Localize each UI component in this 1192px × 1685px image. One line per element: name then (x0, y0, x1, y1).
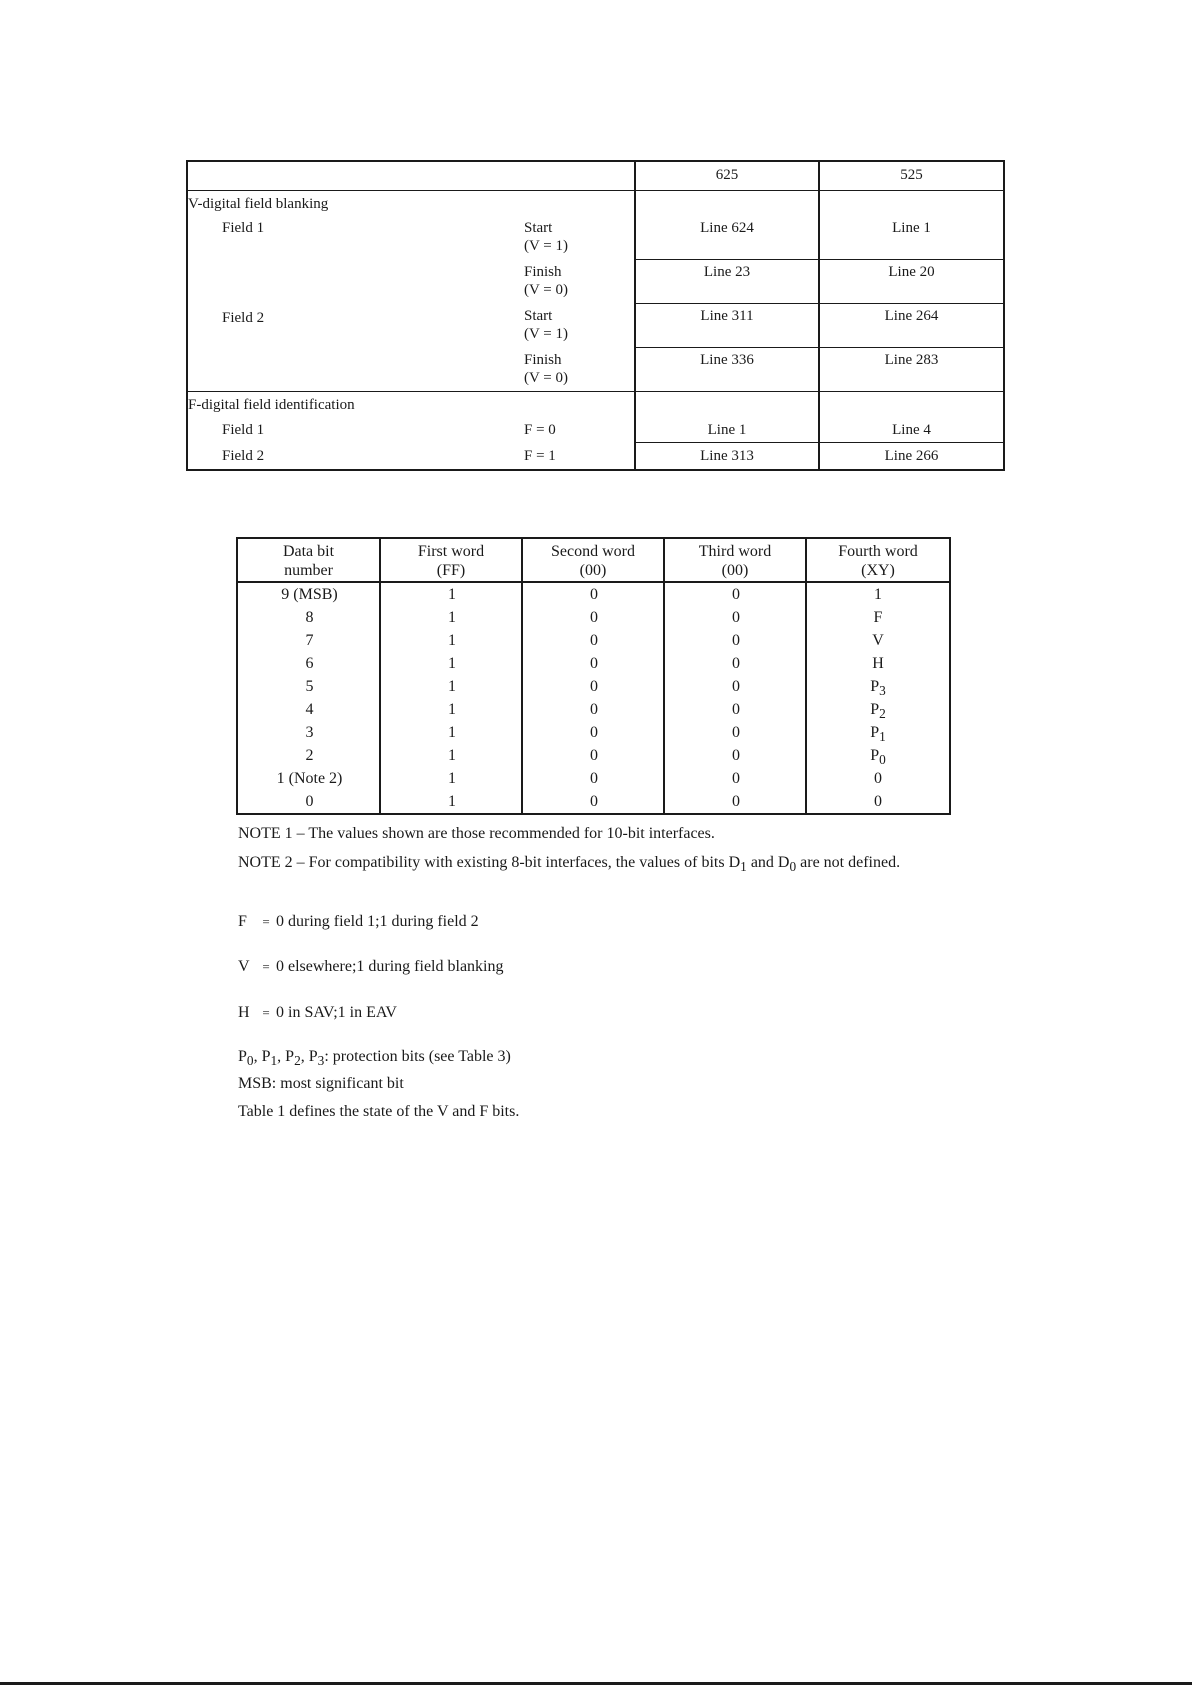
table-row (238, 629, 949, 652)
cell-word3: 0 (732, 632, 740, 649)
table-row (238, 583, 949, 606)
header-line: Third word (698, 543, 772, 560)
v-condition: (V = 1) (524, 238, 569, 254)
table-row (238, 606, 949, 629)
cell-word4: V (872, 632, 884, 649)
msb-definition: MSB: most significant bit (238, 1075, 404, 1092)
cell-bit: 3 (305, 724, 314, 741)
header-line: Fourth word (838, 543, 918, 560)
definition-symbol: V (238, 958, 250, 975)
header-third-word (665, 542, 805, 580)
v-section-title: V-digital field blanking (188, 196, 329, 212)
cell-word4-base: P (870, 724, 880, 741)
definition-f (238, 912, 479, 932)
definition-h (238, 1003, 397, 1023)
protection-separator: , (277, 1048, 286, 1065)
cell-word2: 0 (590, 747, 598, 764)
definition-equals: = (262, 959, 270, 974)
v-525-value: Line 20 (888, 264, 935, 280)
table2-body (238, 583, 949, 813)
table1-row-rule (634, 259, 1004, 260)
cell-bit: 2 (305, 747, 314, 764)
v-525-value: Line 264 (884, 308, 939, 324)
protection-separator: , (253, 1048, 262, 1065)
protection-letter: P (238, 1048, 247, 1065)
cell-word2: 0 (590, 793, 598, 810)
cell-word1: 1 (448, 632, 456, 649)
cell-word4 (807, 675, 949, 698)
table1-border-top (186, 160, 1004, 162)
v-625-value: Line 336 (700, 352, 754, 368)
f-625-value: Line 1 (707, 422, 747, 438)
v-event: Start (524, 308, 553, 324)
definition-symbol: H (238, 1004, 250, 1021)
header-first-word (381, 542, 521, 580)
protection-subscript: 1 (270, 1053, 278, 1069)
header-fourth-word (807, 542, 949, 580)
v-event: Finish (524, 352, 562, 368)
cell-word3: 0 (732, 609, 740, 626)
header-data-bit (238, 542, 379, 580)
definition-text: 0 elsewhere;1 during field blanking (276, 958, 504, 975)
note-2-text: and D (746, 854, 790, 871)
cell-word3: 0 (732, 770, 740, 787)
f-condition: F = 1 (524, 448, 556, 464)
table-row (238, 767, 949, 790)
cell-bit: 4 (305, 701, 314, 718)
definition-symbol: F (238, 913, 247, 930)
cell-word1: 1 (448, 793, 456, 810)
table1-reference: Table 1 defines the state of the V and F bits. (238, 1103, 520, 1120)
cell-word4-subscript: 2 (879, 706, 886, 722)
table-row (238, 744, 949, 767)
cell-word4-subscript: 1 (879, 729, 886, 745)
cell-bit: 9 (MSB) (281, 586, 338, 603)
cell-word4: 1 (874, 586, 882, 603)
cell-bit: 5 (305, 678, 314, 695)
cell-word1: 1 (448, 747, 456, 764)
cell-word4 (807, 698, 949, 721)
cell-word3: 0 (732, 655, 740, 672)
f-525-value: Line 4 (892, 422, 931, 438)
note-2-subscript: 1 (740, 859, 747, 875)
cell-word4-base: P (870, 678, 880, 695)
definition-text: 0 in SAV;1 in EAV (276, 1004, 397, 1021)
table1-header-rule (186, 190, 1004, 191)
header-line: (00) (721, 562, 749, 579)
cell-word4-base: P (870, 747, 880, 764)
cell-word2: 0 (590, 586, 598, 603)
table-row (238, 790, 949, 813)
table2-border-top (236, 537, 951, 539)
table-row (238, 652, 949, 675)
table1-border-right (1003, 160, 1005, 471)
table-row (238, 721, 949, 744)
protection-bits-note (238, 1047, 511, 1071)
header-second-word (523, 542, 663, 580)
v-event: Finish (524, 264, 562, 280)
cell-word3: 0 (732, 586, 740, 603)
v-625-value: Line 23 (703, 264, 751, 280)
cell-word2: 0 (590, 632, 598, 649)
cell-word2: 0 (590, 770, 598, 787)
cell-word1: 1 (448, 770, 456, 787)
cell-word4: 0 (874, 793, 882, 810)
cell-word4 (807, 744, 949, 767)
note-2 (238, 853, 950, 877)
table2-border-bottom (236, 813, 951, 815)
cell-word2: 0 (590, 701, 598, 718)
table-row (238, 675, 949, 698)
table-row (238, 698, 949, 721)
cell-bit: 1 (Note 2) (276, 770, 343, 787)
header-line: (XY) (861, 562, 895, 579)
definition-equals: = (262, 914, 270, 929)
cell-word2: 0 (590, 724, 598, 741)
cell-word2: 0 (590, 609, 598, 626)
protection-text: : protection bits (see Table 3) (324, 1048, 511, 1065)
v-625-value: Line 311 (700, 308, 754, 324)
protection-subscript: 0 (246, 1053, 254, 1069)
v-625-value: Line 624 (700, 220, 754, 236)
cell-word1: 1 (448, 701, 456, 718)
f-condition: F = 0 (524, 422, 556, 438)
table1-row-rule (634, 442, 1004, 443)
cell-word4: H (872, 655, 884, 672)
cell-word4: 0 (874, 770, 882, 787)
cell-word2: 0 (590, 678, 598, 695)
definition-v (238, 957, 504, 977)
cell-word1: 1 (448, 724, 456, 741)
f-field-label: Field 1 (222, 422, 265, 438)
cell-word1: 1 (448, 655, 456, 672)
cell-word4-subscript: 3 (879, 683, 886, 699)
v-field2-label: Field 2 (222, 310, 265, 326)
cell-word3: 0 (732, 793, 740, 810)
v-field1-label: Field 1 (222, 220, 265, 236)
f-525-value: Line 266 (884, 448, 939, 464)
header-line: Second word (551, 543, 635, 560)
table1-row-rule (634, 347, 1004, 348)
cell-word4: F (873, 609, 883, 626)
protection-subscript: 3 (317, 1053, 325, 1069)
table1-section-rule (186, 391, 1004, 392)
column-header-625: 625 (715, 167, 739, 183)
column-header-525: 525 (900, 167, 923, 183)
cell-bit: 0 (305, 793, 314, 810)
cell-word4-base: P (870, 701, 880, 718)
protection-separator: , (300, 1048, 309, 1065)
note-2-text: are not defined. (796, 854, 901, 871)
cell-word3: 0 (732, 747, 740, 764)
cell-bit: 7 (305, 632, 314, 649)
cell-bit: 6 (305, 655, 314, 672)
header-line: Data bit (282, 543, 335, 560)
table1-border-bottom (186, 469, 1004, 471)
cell-word1: 1 (448, 609, 456, 626)
definition-text: 0 during field 1;1 during field 2 (276, 913, 479, 930)
header-line: number (284, 562, 333, 579)
header-line: (00) (579, 562, 607, 579)
v-condition: (V = 0) (524, 282, 569, 298)
cell-word3: 0 (732, 678, 740, 695)
note-1: NOTE 1 – The values shown are those recommended for 10-bit interfaces. (238, 825, 715, 842)
cell-word1: 1 (448, 678, 456, 695)
cell-bit: 8 (305, 609, 314, 626)
v-condition: (V = 0) (524, 370, 569, 386)
cell-word2: 0 (590, 655, 598, 672)
protection-letter: P (285, 1048, 295, 1065)
cell-word1: 1 (448, 586, 456, 603)
f-field-label: Field 2 (222, 448, 265, 464)
protection-letter: P (261, 1048, 271, 1065)
note-2-text: NOTE 2 – For compatibility with existing 8-bit interfaces, the values of bits D (238, 854, 741, 871)
note-2-subscript: 0 (789, 859, 797, 875)
f-section-title: F-digital field identification (188, 397, 355, 413)
f-625-value: Line 313 (700, 448, 754, 464)
definition-equals: = (262, 1005, 270, 1020)
protection-letter: P (308, 1048, 318, 1065)
v-525-value: Line 283 (884, 352, 939, 368)
table2-border-right (949, 537, 951, 815)
table1-row-rule (634, 303, 1004, 304)
cell-word4-subscript: 0 (879, 752, 886, 768)
header-line: (FF) (436, 562, 466, 579)
v-event: Start (524, 220, 553, 236)
v-525-value: Line 1 (892, 220, 931, 236)
header-line: First word (417, 543, 485, 560)
v-condition: (V = 1) (524, 326, 569, 342)
cell-word4 (807, 721, 949, 744)
protection-subscript: 2 (294, 1053, 301, 1069)
cell-word3: 0 (732, 701, 740, 718)
cell-word3: 0 (732, 724, 740, 741)
